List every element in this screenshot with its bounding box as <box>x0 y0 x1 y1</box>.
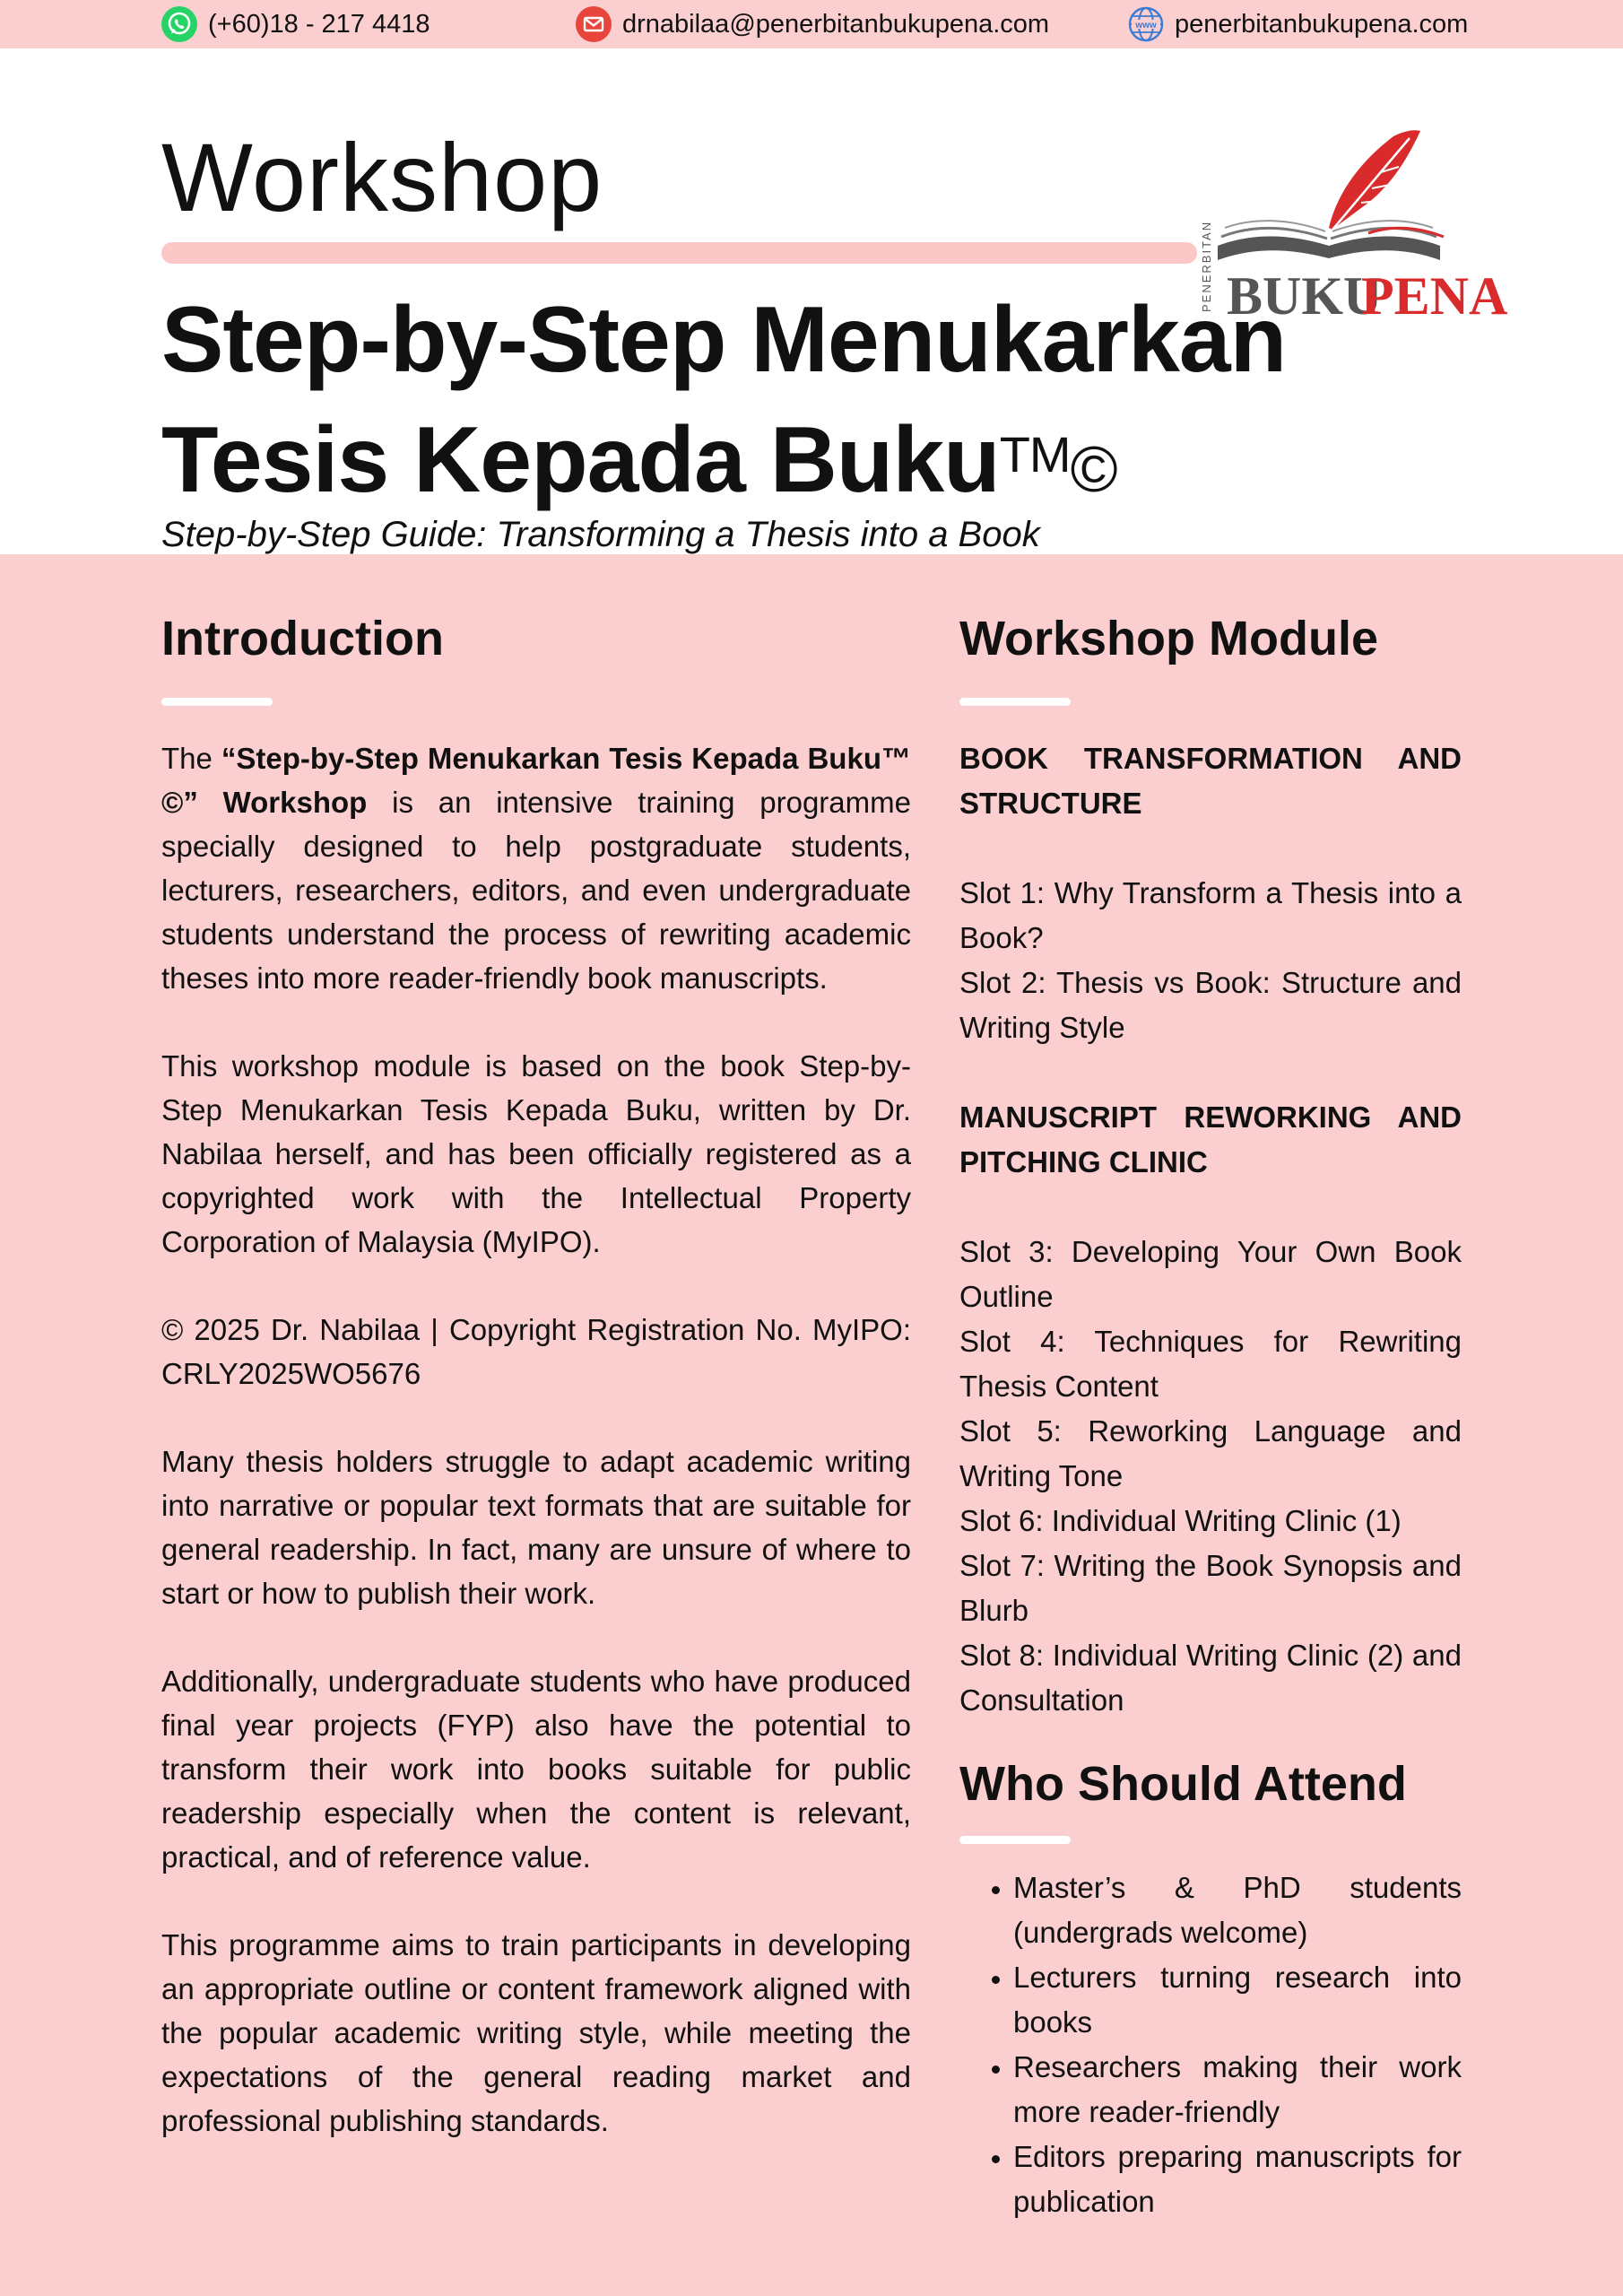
attend-item: • Master’s & PhD students (undergrads welcome) <box>1013 1866 1462 1955</box>
logo-word-buku: BUKU <box>1227 266 1383 326</box>
kicker-underline <box>161 242 1197 264</box>
contact-bar <box>0 0 1623 48</box>
module-section-2-title: MANUSCRIPT REWORKING AND PITCHING CLINIC <box>959 1100 1462 1178</box>
module-section-1-slots <box>959 871 1462 1050</box>
module-heading-underline <box>959 698 1071 706</box>
intro-p1-bold: “Step-by-Step Menukarkan Tesis Kepada Buku™ ©” Workshop <box>161 742 911 819</box>
page-subtitle: Step-by-Step Guide: Transforming a Thesis into a Book <box>161 515 1040 554</box>
slot-item: Slot 6: Individual Writing Clinic (1) <box>959 1504 1402 1537</box>
workshop-kicker: Workshop <box>161 123 603 231</box>
attend-heading-underline <box>959 1836 1071 1844</box>
slot-item: Slot 8: Individual Writing Clinic (2) and Consultation <box>959 1639 1462 1717</box>
module-section <box>959 610 1462 2224</box>
copyright-mark: © <box>1070 434 1117 506</box>
intro-paragraph-5: Additionally, undergraduate students who have produced final year projects (FYP) also have the potential to transform their work into books suitable for public readership especially when the content is relevant, practical, and of reference value. <box>161 1665 911 1874</box>
header <box>0 48 1623 554</box>
intro-paragraph-3: © 2025 Dr. Nabilaa | Copyright Registration No. MyIPO: CRLY2025WO5676 <box>161 1313 911 1390</box>
module-section-2-slots <box>959 1230 1462 1723</box>
intro-paragraph-2: This workshop module is based on the book Step-by-Step Menukarkan Tesis Kepada Buku, written by Dr. Nabilaa herself, and has been officially registered as a copyrighted work with the Intellectual Property Corporation of Malaysia (MyIPO). <box>161 1049 911 1258</box>
introduction-heading-underline <box>161 698 273 706</box>
page-title <box>161 280 1462 530</box>
introduction-section <box>161 610 911 2187</box>
intro-p1-post: is an intensive training programme specially designed to help postgraduate students, lecturers, researchers, editors, and even undergraduate students understand the process of rewriting academic theses into more reader-friendly book manuscripts. <box>161 786 911 995</box>
whatsapp-icon <box>161 6 197 42</box>
title-line-2: Tesis Kepada Buku <box>161 408 1000 512</box>
module-heading: Workshop Module <box>959 612 1378 665</box>
email-address: drnabilaa@penerbitanbukupena.com <box>622 9 1050 39</box>
module-section-1-title: BOOK TRANSFORMATION AND STRUCTURE <box>959 742 1462 820</box>
slot-item: Slot 4: Techniques for Rewriting Thesis Content <box>959 1325 1462 1403</box>
slot-item: Slot 2: Thesis vs Book: Structure and Writing Style <box>959 966 1462 1044</box>
introduction-heading: Introduction <box>161 612 444 665</box>
website-contact[interactable] <box>1128 6 1468 42</box>
intro-p1-pre: The <box>161 742 221 775</box>
phone-number: (+60)18 - 217 4418 <box>208 9 430 39</box>
attend-item: • Editors preparing manuscripts for publication <box>1013 2135 1462 2224</box>
svg-text:www: www <box>1135 21 1157 30</box>
trademark-mark: TM <box>999 426 1071 483</box>
attend-item: • Researchers making their work more reader-friendly <box>1013 2045 1462 2135</box>
logo-word-pena: PENA <box>1361 266 1508 326</box>
email-icon <box>576 6 612 42</box>
globe-icon <box>1128 6 1164 42</box>
intro-paragraph-6: This programme aims to train participants in developing an appropriate outline or content framework aligned with the popular academic writing style, while meeting the expectations of the general reading market and professional publishing standards. <box>161 1928 911 2137</box>
logo-small-text: PENERBITAN <box>1200 220 1213 312</box>
attend-list <box>959 1866 1462 2224</box>
email-contact[interactable] <box>576 6 1049 42</box>
intro-paragraph-1 <box>161 736 911 1000</box>
intro-paragraph-4: Many thesis holders struggle to adapt academic writing into narrative or popular text formats that are suitable for general readership. In fact, many are unsure of where to start or how to publish their work. <box>161 1445 911 1610</box>
slot-item: Slot 7: Writing the Book Synopsis and Blurb <box>959 1549 1462 1627</box>
website-url: penerbitanbukupena.com <box>1175 9 1469 39</box>
attend-heading: Who Should Attend <box>959 1757 1407 1811</box>
slot-item: Slot 1: Why Transform a Thesis into a Book? <box>959 876 1462 954</box>
title-line-1: Step-by-Step Menukarkan <box>161 288 1287 392</box>
attend-item: • Lecturers turning research into books <box>1013 1955 1462 2045</box>
slot-item: Slot 5: Reworking Language and Writing Tone <box>959 1414 1462 1492</box>
phone-contact[interactable] <box>161 6 430 42</box>
slot-item: Slot 3: Developing Your Own Book Outline <box>959 1235 1462 1313</box>
